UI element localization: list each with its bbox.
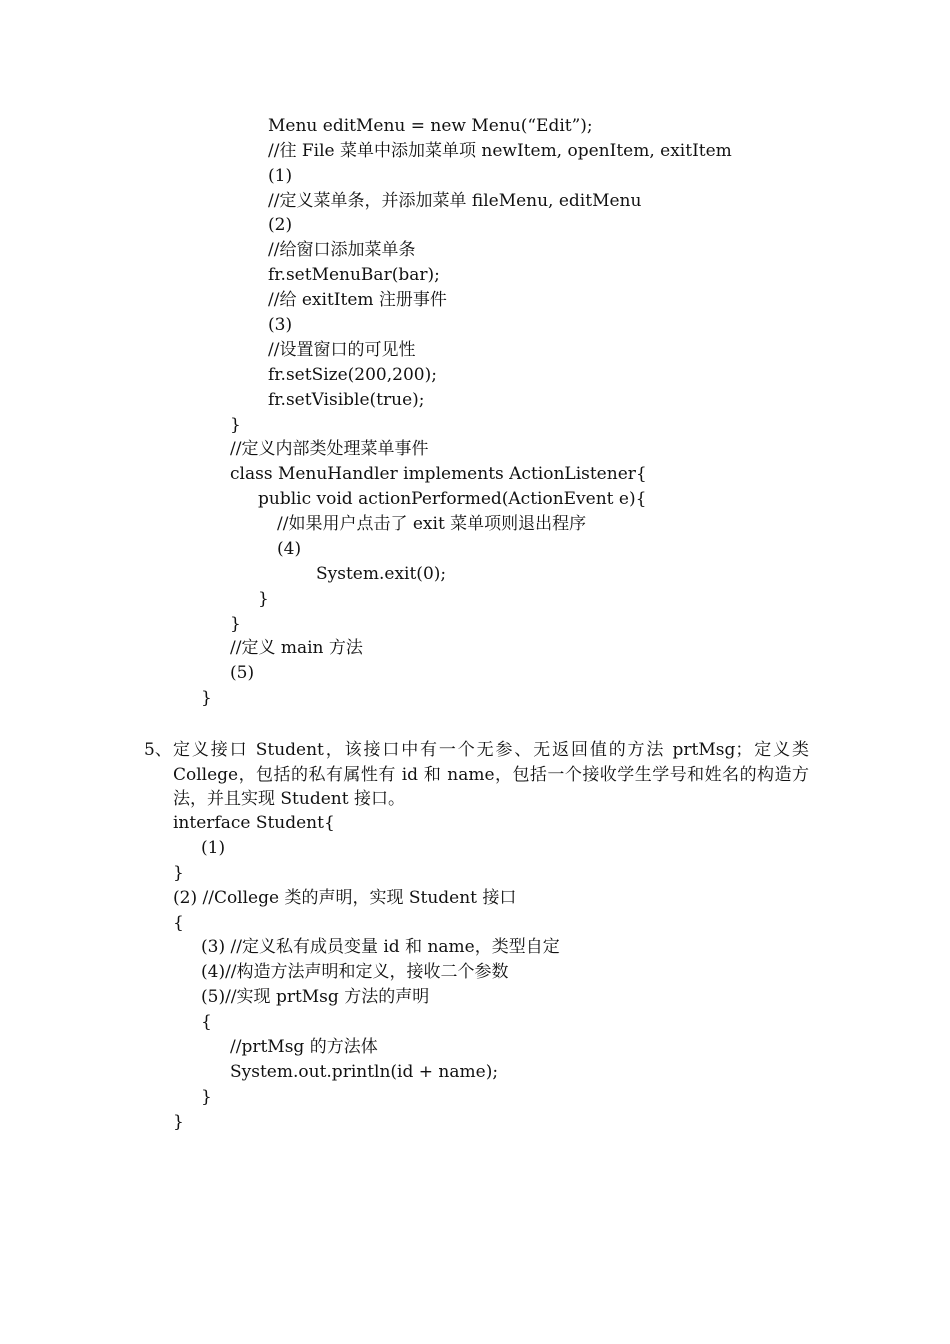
code-brace: } [201, 688, 212, 708]
code-comment: //如果用户点击了 exit 菜单项则退出程序 [277, 514, 587, 534]
code-brace: { [173, 913, 184, 933]
code-comment: //设置窗口的可见性 [268, 340, 416, 360]
code-brace: } [201, 1087, 212, 1107]
blank-marker: (5) [230, 663, 255, 683]
code-brace: { [201, 1012, 212, 1032]
blank-marker: (2) [268, 215, 293, 235]
code-line: System.exit(0); [316, 564, 447, 584]
code-line: fr.setVisible(true); [268, 390, 425, 410]
code-comment: //往 File 菜单中添加菜单项 newItem, openItem, exitItem [268, 141, 732, 161]
code-comment: //prtMsg 的方法体 [230, 1037, 378, 1057]
code-comment: //给窗口添加菜单条 [268, 240, 416, 260]
code-brace: } [173, 1112, 184, 1132]
code-brace: } [230, 415, 241, 435]
code-line: fr.setSize(200,200); [268, 365, 437, 385]
blank-marker: (3) [268, 315, 293, 335]
code-comment: (3) //定义私有成员变量 id 和 name，类型自定 [201, 937, 560, 957]
blank-marker: (1) [268, 166, 293, 186]
code-line: class MenuHandler implements ActionListener{ [230, 464, 647, 484]
code-comment: (4)//构造方法声明和定义，接收二个参数 [201, 962, 509, 982]
question-number: 5、 [144, 740, 172, 760]
code-line: interface Student{ [173, 813, 335, 833]
code-brace: } [173, 863, 184, 883]
blank-marker: (1) [201, 838, 226, 858]
question-text: 定义接口 Student，该接口中有一个无参、无返回值的方法 prtMsg；定义类 College，包括的私有属性有 id 和 name，包括一个接收学生学号和姓名的构造方法，并且实现 Student 接口。 [173, 740, 809, 809]
code-comment: (2) //College 类的声明，实现 Student 接口 [173, 888, 517, 908]
code-comment: //给 exitItem 注册事件 [268, 290, 447, 310]
code-comment: (5)//实现 prtMsg 方法的声明 [201, 987, 430, 1007]
code-line: public void actionPerformed(ActionEvent e){ [258, 489, 647, 509]
code-brace: } [258, 589, 269, 609]
code-line: fr.setMenuBar(bar); [268, 265, 440, 285]
code-brace: } [230, 614, 241, 634]
blank-marker: (4) [277, 539, 302, 559]
code-line: System.out.println(id + name); [230, 1062, 499, 1082]
code-line: Menu editMenu = new Menu(“Edit”); [268, 116, 593, 136]
question-5 [144, 738, 809, 812]
code-comment: //定义内部类处理菜单事件 [230, 439, 429, 459]
code-comment: //定义 main 方法 [230, 638, 363, 658]
code-comment: //定义菜单条，并添加菜单 fileMenu, editMenu [268, 191, 642, 211]
